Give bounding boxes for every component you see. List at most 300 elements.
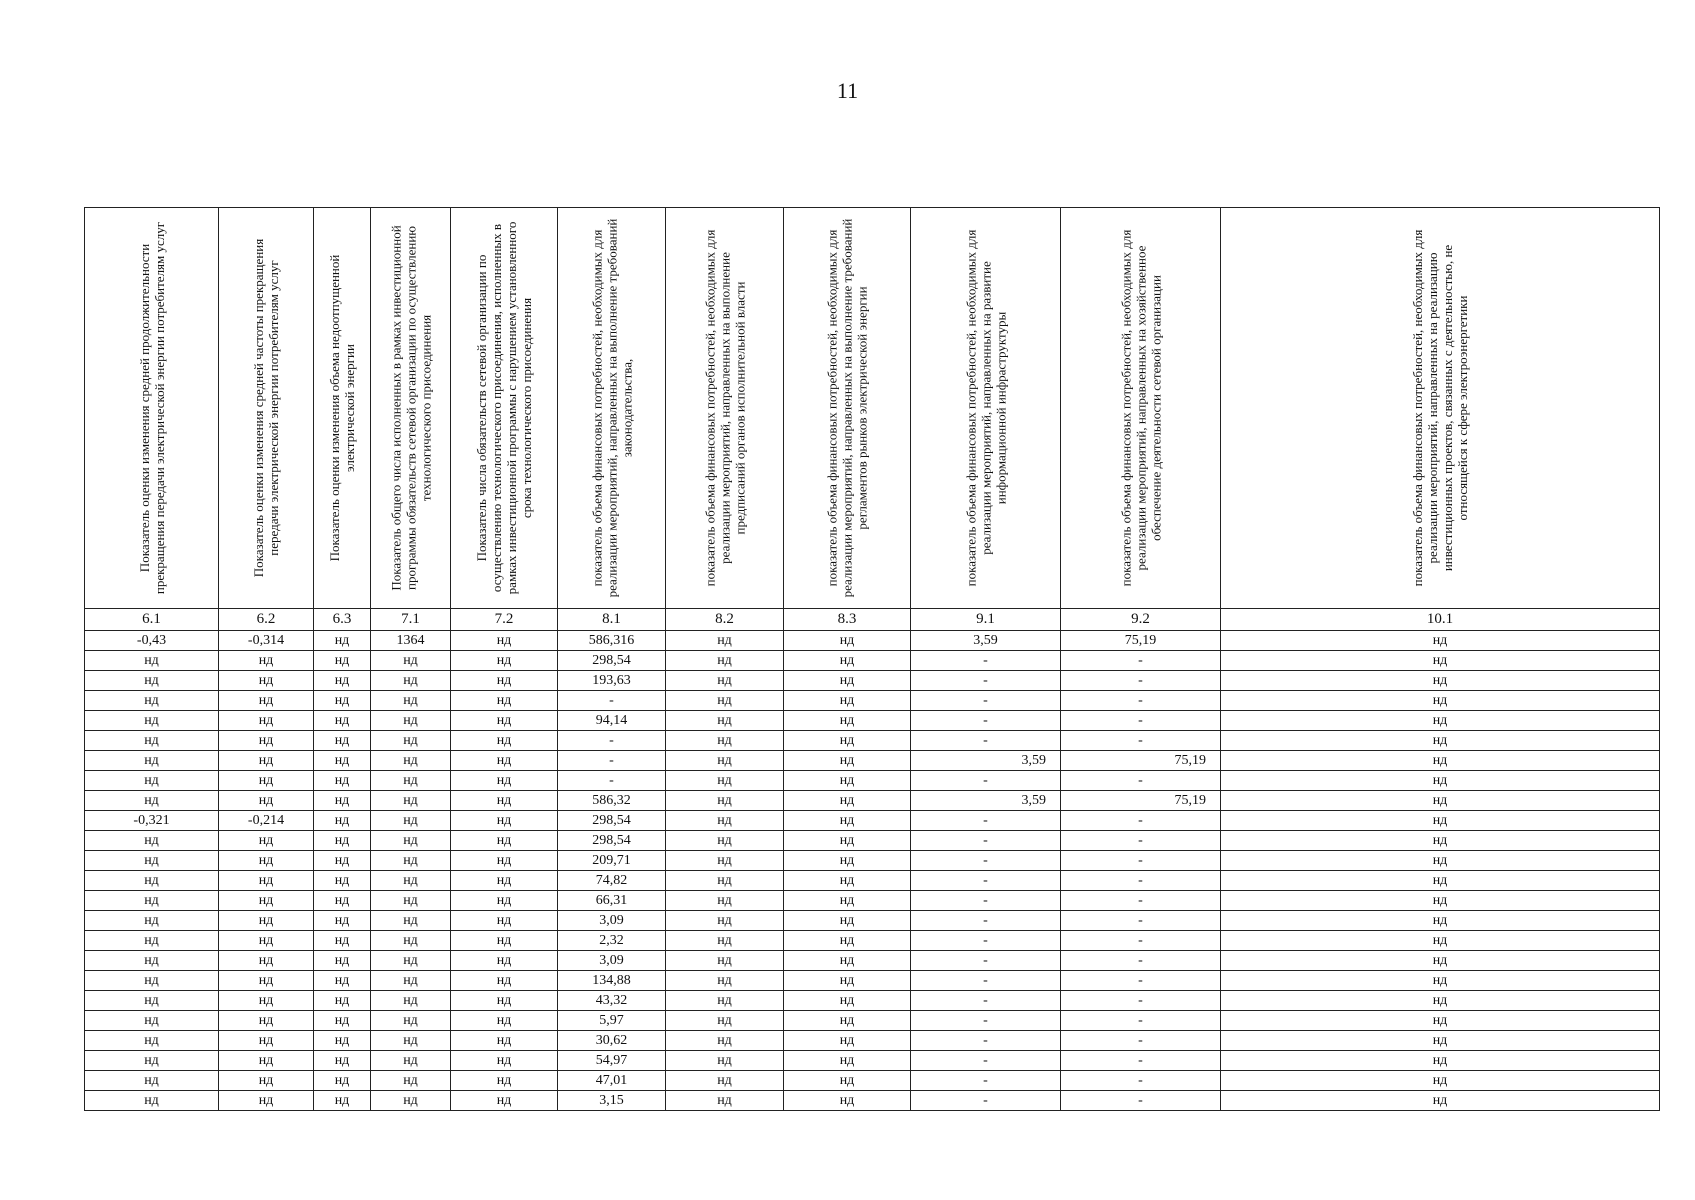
table-cell: нд <box>85 671 219 691</box>
table-cell: нд <box>371 1011 451 1031</box>
table-cell: нд <box>666 671 784 691</box>
table-cell: -0,214 <box>219 811 314 831</box>
table-cell: нд <box>85 911 219 931</box>
table-cell: нд <box>666 1011 784 1031</box>
table-cell: -0,321 <box>85 811 219 831</box>
table-cell: - <box>911 691 1061 711</box>
table-cell: нд <box>371 791 451 811</box>
table-cell: нд <box>451 631 558 651</box>
table-cell: нд <box>1221 1071 1660 1091</box>
table-cell: нд <box>784 1031 911 1051</box>
table-cell: - <box>1061 1091 1221 1111</box>
table-cell: нд <box>314 671 371 691</box>
table-cell: нд <box>219 871 314 891</box>
table-cell: нд <box>371 931 451 951</box>
table-cell: нд <box>784 751 911 771</box>
table-cell: нд <box>666 971 784 991</box>
table-cell: нд <box>314 931 371 951</box>
table-cell: нд <box>1221 891 1660 911</box>
table-cell: - <box>1061 891 1221 911</box>
table-cell: 298,54 <box>558 811 666 831</box>
table-row <box>85 1031 1660 1051</box>
table-cell: нд <box>784 851 911 871</box>
table-cell: нд <box>1221 911 1660 931</box>
table-cell: нд <box>371 691 451 711</box>
table-cell: нд <box>666 1051 784 1071</box>
table-cell: нд <box>314 751 371 771</box>
table-row <box>85 811 1660 831</box>
table-cell: - <box>1061 831 1221 851</box>
table-cell: - <box>1061 811 1221 831</box>
table-cell: - <box>911 891 1061 911</box>
table-cell: нд <box>371 871 451 891</box>
table-cell: нд <box>371 771 451 791</box>
table-cell: нд <box>451 931 558 951</box>
table-cell: нд <box>666 991 784 1011</box>
header-text: Показатель общего числа исполненных в рамках инвестиционной программы обязательств сетевой организации по осуществлению технологического присоединения <box>388 225 433 591</box>
table-cell: нд <box>314 1051 371 1071</box>
table-cell: 298,54 <box>558 651 666 671</box>
table-cell: нд <box>219 651 314 671</box>
table-cell: нд <box>219 931 314 951</box>
table-cell: - <box>1061 671 1221 691</box>
table-cell: нд <box>666 851 784 871</box>
header-text: показатель объема финансовых потребностей, необходимых для реализации мероприятий, направленных на хозяйственное обеспечение деятельности сетевой организации <box>1118 229 1163 587</box>
table-cell: 43,32 <box>558 991 666 1011</box>
table-cell: нд <box>371 971 451 991</box>
table-cell: нд <box>314 791 371 811</box>
table-cell: нд <box>666 631 784 651</box>
table-cell: нд <box>784 891 911 911</box>
table-cell: - <box>911 951 1061 971</box>
table-cell: нд <box>219 891 314 911</box>
table-cell: нд <box>85 851 219 871</box>
table-cell: - <box>1061 691 1221 711</box>
indicators-table <box>84 207 1660 1111</box>
table-cell: нд <box>85 871 219 891</box>
table-cell: нд <box>371 811 451 831</box>
table-cell: 47,01 <box>558 1071 666 1091</box>
table-cell: нд <box>85 731 219 751</box>
table-cell: 193,63 <box>558 671 666 691</box>
column-number: 8.1 <box>558 609 666 631</box>
table-cell: -0,314 <box>219 631 314 651</box>
header-text: показатель объема финансовых потребностей, необходимых для реализации мероприятий, направленных на развитие информационной инфраструктуры <box>963 229 1008 587</box>
table-row <box>85 791 1660 811</box>
table-cell: - <box>1061 851 1221 871</box>
table-cell: нд <box>784 931 911 951</box>
table-cell: нд <box>314 871 371 891</box>
table-cell: нд <box>451 751 558 771</box>
table-cell: нд <box>451 711 558 731</box>
table-cell: нд <box>371 831 451 851</box>
table-cell: нд <box>451 1051 558 1071</box>
table-row <box>85 711 1660 731</box>
table-row <box>85 871 1660 891</box>
table-body <box>85 631 1660 1111</box>
table-cell: нд <box>314 991 371 1011</box>
table-cell: - <box>558 771 666 791</box>
table-cell: - <box>1061 771 1221 791</box>
table-cell: нд <box>784 871 911 891</box>
table-cell: нд <box>371 1071 451 1091</box>
column-number: 8.3 <box>784 609 911 631</box>
table-cell: 586,316 <box>558 631 666 651</box>
table-cell: нд <box>451 891 558 911</box>
table-cell: нд <box>1221 931 1660 951</box>
header-text: Показатель оценки изменения средней продолжительности прекращения передачи электрической энергии потребителям услуг <box>136 221 167 595</box>
table-cell: нд <box>219 771 314 791</box>
table-cell: 134,88 <box>558 971 666 991</box>
table-cell: нд <box>371 711 451 731</box>
table-cell: нд <box>784 771 911 791</box>
table-cell: нд <box>371 891 451 911</box>
table-cell: нд <box>451 811 558 831</box>
table-row <box>85 631 1660 651</box>
table-cell: нд <box>314 911 371 931</box>
header-9-2 <box>1061 208 1221 609</box>
table-cell: 2,32 <box>558 931 666 951</box>
table-cell: - <box>911 671 1061 691</box>
table-cell: нд <box>451 851 558 871</box>
table-cell: нд <box>314 771 371 791</box>
column-number: 10.1 <box>1221 609 1660 631</box>
table-cell: - <box>1061 951 1221 971</box>
table-cell: нд <box>1221 771 1660 791</box>
table-cell: нд <box>1221 671 1660 691</box>
table-cell: нд <box>219 991 314 1011</box>
table-cell: нд <box>219 951 314 971</box>
table-cell: нд <box>451 791 558 811</box>
table-cell: нд <box>666 791 784 811</box>
table-cell: нд <box>371 951 451 971</box>
table-cell: 298,54 <box>558 831 666 851</box>
table-row <box>85 691 1660 711</box>
table-cell: нд <box>1221 971 1660 991</box>
table-cell: нд <box>784 831 911 851</box>
table-cell: нд <box>1221 811 1660 831</box>
table-cell: нд <box>85 1091 219 1111</box>
table-cell: нд <box>85 951 219 971</box>
table-cell: нд <box>219 851 314 871</box>
table-row <box>85 1071 1660 1091</box>
table-cell: нд <box>219 731 314 751</box>
table-cell: нд <box>314 631 371 651</box>
table-cell: нд <box>666 951 784 971</box>
column-number: 9.1 <box>911 609 1061 631</box>
table-cell: 3,59 <box>911 791 1061 811</box>
table-cell: - <box>1061 651 1221 671</box>
table-cell: нд <box>314 811 371 831</box>
table-cell: нд <box>666 711 784 731</box>
table-cell: нд <box>371 1031 451 1051</box>
table-cell: нд <box>85 991 219 1011</box>
table-cell: нд <box>85 1071 219 1091</box>
table-cell: 30,62 <box>558 1031 666 1051</box>
table-cell: - <box>1061 711 1221 731</box>
table-cell: нд <box>219 831 314 851</box>
header-7-2 <box>451 208 558 609</box>
table-cell: нд <box>784 631 911 651</box>
table-cell: нд <box>1221 751 1660 771</box>
header-6-2 <box>219 208 314 609</box>
table-cell: - <box>911 931 1061 951</box>
table-cell: - <box>911 911 1061 931</box>
table-row <box>85 731 1660 751</box>
table-cell: нд <box>666 751 784 771</box>
table-row <box>85 951 1660 971</box>
table-cell: нд <box>666 831 784 851</box>
table-cell: - <box>911 831 1061 851</box>
table-cell: нд <box>85 1011 219 1031</box>
header-10-1 <box>1221 208 1660 609</box>
table-cell: нд <box>451 651 558 671</box>
table-cell: нд <box>219 1011 314 1031</box>
table-cell: нд <box>85 691 219 711</box>
table-cell: нд <box>219 791 314 811</box>
table-cell: нд <box>314 971 371 991</box>
header-text: Показатель оценки изменения объема недоотпущенной электрической энергии <box>327 254 357 562</box>
table-cell: - <box>1061 1011 1221 1031</box>
table-cell: нд <box>451 1071 558 1091</box>
table-cell: нд <box>451 971 558 991</box>
table-cell: нд <box>219 1091 314 1111</box>
table-cell: нд <box>85 751 219 771</box>
header-text: показатель объема финансовых потребностей, необходимых для реализации мероприятий, направленных на реализацию инвестиционных проектов, связанных с деятельностью, не относящейся к сфере электроэнергетики <box>1410 229 1470 587</box>
table-row <box>85 911 1660 931</box>
table-row <box>85 651 1660 671</box>
table-cell: 3,59 <box>911 751 1061 771</box>
table-cell: нд <box>85 891 219 911</box>
table-cell: нд <box>1221 691 1660 711</box>
table-cell: нд <box>451 871 558 891</box>
table-cell: 75,19 <box>1061 631 1221 651</box>
table-cell: нд <box>1221 1051 1660 1071</box>
column-number: 7.1 <box>371 609 451 631</box>
table-cell: - <box>1061 931 1221 951</box>
table-cell: - <box>558 731 666 751</box>
table-cell: нд <box>784 651 911 671</box>
table-cell: - <box>911 991 1061 1011</box>
table-cell: - <box>911 1051 1061 1071</box>
table-cell: нд <box>666 771 784 791</box>
table-cell: - <box>911 651 1061 671</box>
table-cell: - <box>558 691 666 711</box>
header-text: Показатель оценки изменения средней частоты прекращения передачи электрической энергии потребителям услуг <box>251 238 281 578</box>
table-cell: нд <box>784 1071 911 1091</box>
table-cell: нд <box>666 1031 784 1051</box>
table-cell: нд <box>371 991 451 1011</box>
table-cell: нд <box>85 791 219 811</box>
table-cell: нд <box>85 1051 219 1071</box>
table-cell: нд <box>314 731 371 751</box>
table-cell: 54,97 <box>558 1051 666 1071</box>
table-cell: 94,14 <box>558 711 666 731</box>
table-cell: нд <box>1221 791 1660 811</box>
header-row <box>85 208 1660 609</box>
table-cell: 3,09 <box>558 911 666 931</box>
table-cell: нд <box>451 831 558 851</box>
table-cell: нд <box>219 691 314 711</box>
table-cell: - <box>911 711 1061 731</box>
table-cell: 1364 <box>371 631 451 651</box>
column-number: 6.2 <box>219 609 314 631</box>
table-cell: нд <box>666 691 784 711</box>
table-cell: нд <box>1221 1091 1660 1111</box>
table-cell: - <box>1061 731 1221 751</box>
table-cell: нд <box>784 1011 911 1031</box>
column-number: 7.2 <box>451 609 558 631</box>
table-cell: - <box>1061 1051 1221 1071</box>
table-cell: нд <box>1221 731 1660 751</box>
header-9-1 <box>911 208 1061 609</box>
table-row <box>85 751 1660 771</box>
table-cell: нд <box>1221 951 1660 971</box>
table-cell: - <box>911 1011 1061 1031</box>
table-cell: - <box>1061 971 1221 991</box>
table-cell: нд <box>1221 851 1660 871</box>
table-cell: нд <box>451 1031 558 1051</box>
table-cell: - <box>1061 871 1221 891</box>
table-cell: нд <box>219 711 314 731</box>
table-cell: нд <box>451 1091 558 1111</box>
column-number: 9.2 <box>1061 609 1221 631</box>
header-6-1 <box>85 208 219 609</box>
table-cell: нд <box>85 1031 219 1051</box>
table-cell: нд <box>314 1071 371 1091</box>
table-row <box>85 851 1660 871</box>
table-cell: - <box>911 1071 1061 1091</box>
table-cell: нд <box>85 711 219 731</box>
column-number: 6.1 <box>85 609 219 631</box>
table-cell: нд <box>85 971 219 991</box>
table-cell: - <box>911 1091 1061 1111</box>
table-cell: нд <box>314 1011 371 1031</box>
table-cell: - <box>1061 1031 1221 1051</box>
table-row <box>85 671 1660 691</box>
table-cell: - <box>911 851 1061 871</box>
table-cell: нд <box>784 1051 911 1071</box>
table-cell: 3,15 <box>558 1091 666 1111</box>
table-cell: нд <box>666 1071 784 1091</box>
table-cell: нд <box>371 751 451 771</box>
table-cell: -0,43 <box>85 631 219 651</box>
table-cell: нд <box>219 971 314 991</box>
column-number: 6.3 <box>314 609 371 631</box>
header-8-1 <box>558 208 666 609</box>
table-cell: нд <box>371 851 451 871</box>
table-cell: нд <box>784 731 911 751</box>
table-cell: нд <box>784 791 911 811</box>
table-row <box>85 1051 1660 1071</box>
table-cell: нд <box>371 1051 451 1071</box>
table-cell: нд <box>784 991 911 1011</box>
table-cell: нд <box>371 651 451 671</box>
table-cell: нд <box>314 1091 371 1111</box>
table-cell: нд <box>666 911 784 931</box>
table-cell: - <box>558 751 666 771</box>
table-cell: нд <box>314 851 371 871</box>
table-cell: нд <box>1221 1011 1660 1031</box>
table-cell: 209,71 <box>558 851 666 871</box>
table-cell: нд <box>1221 871 1660 891</box>
table-cell: нд <box>784 911 911 931</box>
table-cell: нд <box>1221 711 1660 731</box>
table-cell: нд <box>451 691 558 711</box>
table-cell: нд <box>451 1011 558 1031</box>
table-cell: нд <box>85 931 219 951</box>
table-row <box>85 831 1660 851</box>
table-row <box>85 771 1660 791</box>
table-cell: нд <box>451 991 558 1011</box>
table-cell: - <box>911 871 1061 891</box>
table-cell: - <box>1061 1071 1221 1091</box>
header-6-3 <box>314 208 371 609</box>
table-cell: 3,59 <box>911 631 1061 651</box>
header-text: показатель объема финансовых потребностей, необходимых для реализации мероприятий, направленных на выполнение требований законодательства, <box>589 218 634 598</box>
table-cell: нд <box>666 651 784 671</box>
table-cell: нд <box>451 671 558 691</box>
table-cell: нд <box>219 1031 314 1051</box>
table-cell: нд <box>1221 1031 1660 1051</box>
table-cell: нд <box>219 751 314 771</box>
header-8-3 <box>784 208 911 609</box>
table-row <box>85 1091 1660 1111</box>
table-cell: - <box>911 731 1061 751</box>
table-cell: нд <box>85 771 219 791</box>
table-row <box>85 931 1660 951</box>
table-cell: нд <box>451 911 558 931</box>
table-cell: нд <box>219 1051 314 1071</box>
header-8-2 <box>666 208 784 609</box>
column-number: 8.2 <box>666 609 784 631</box>
table-cell: нд <box>666 891 784 911</box>
table-cell: нд <box>666 871 784 891</box>
table-cell: - <box>911 811 1061 831</box>
table-cell: нд <box>314 691 371 711</box>
table-cell: 74,82 <box>558 871 666 891</box>
table-cell: нд <box>666 731 784 751</box>
table-cell: нд <box>371 1091 451 1111</box>
table-cell: - <box>1061 911 1221 931</box>
table-row <box>85 891 1660 911</box>
table-cell: нд <box>314 831 371 851</box>
table-cell: нд <box>314 891 371 911</box>
table-cell: 586,32 <box>558 791 666 811</box>
header-text: показатель объема финансовых потребностей, необходимых для реализации мероприятий, направленных на выполнение предписаний органов исполнительной власти <box>702 229 747 587</box>
table-cell: нд <box>1221 631 1660 651</box>
header-7-1 <box>371 208 451 609</box>
table-cell: нд <box>1221 991 1660 1011</box>
table-cell: нд <box>784 951 911 971</box>
table-cell: нд <box>451 771 558 791</box>
table-cell: нд <box>371 671 451 691</box>
table-cell: - <box>911 971 1061 991</box>
table-cell: 75,19 <box>1061 791 1221 811</box>
table-cell: нд <box>784 671 911 691</box>
table-cell: - <box>911 771 1061 791</box>
table-cell: нд <box>314 711 371 731</box>
table-cell: нд <box>784 691 911 711</box>
table-cell: нд <box>666 1091 784 1111</box>
table-cell: нд <box>219 671 314 691</box>
table-row <box>85 1011 1660 1031</box>
table-cell: нд <box>371 911 451 931</box>
table-cell: - <box>1061 991 1221 1011</box>
table-cell: нд <box>219 1071 314 1091</box>
header-text: показатель объема финансовых потребностей, необходимых для реализации мероприятий, направленных на выполнение требований регламентов рынков электрической энергии <box>824 218 870 598</box>
page-number: 11 <box>836 78 859 103</box>
